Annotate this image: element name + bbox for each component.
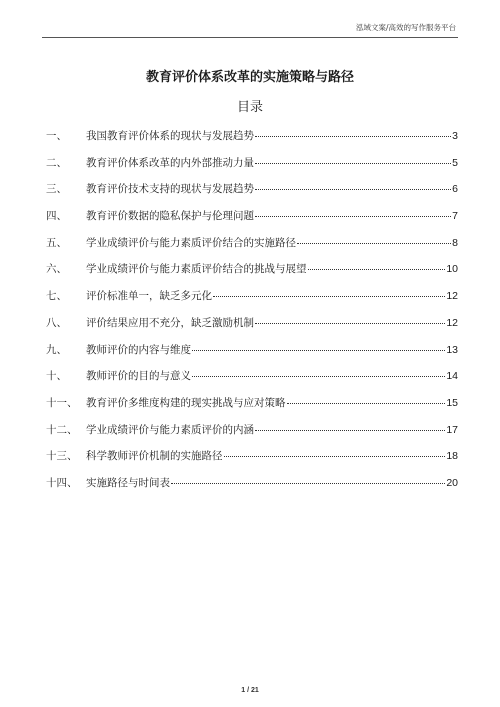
- toc-entry-title: 教育评价技术支持的现状与发展趋势: [86, 183, 254, 196]
- toc-dot-leader: [192, 376, 445, 377]
- toc-entry[interactable]: [46, 208, 458, 235]
- page-number: 1 / 21: [241, 687, 259, 694]
- toc-dot-leader: [255, 323, 445, 324]
- toc-entry[interactable]: [46, 448, 458, 475]
- toc-entry-number: 二、: [46, 156, 67, 169]
- table-of-contents: [46, 128, 458, 502]
- toc-dot-leader: [255, 189, 451, 190]
- toc-entry[interactable]: [46, 261, 458, 288]
- document-title: 教育评价体系改革的实施策略与路径: [145, 70, 354, 85]
- toc-entry-number: 五、: [46, 236, 67, 249]
- toc-dot-leader: [297, 243, 451, 244]
- toc-dot-leader: [255, 216, 451, 217]
- toc-entry-title: 学业成绩评价与能力素质评价结合的实施路径: [86, 236, 296, 249]
- toc-entry-title: 学业成绩评价与能力素质评价结合的挑战与展望: [86, 263, 307, 276]
- toc-entry-page: 8: [452, 236, 458, 249]
- toc-entry-number: 九、: [46, 343, 67, 356]
- toc-entry[interactable]: [46, 288, 458, 315]
- toc-entry-page: 14: [446, 370, 458, 383]
- toc-entry-number: 十一、: [46, 396, 78, 409]
- toc-entry-page: 13: [446, 343, 458, 356]
- toc-entry-page: 10: [446, 263, 458, 276]
- toc-entry[interactable]: [46, 128, 458, 155]
- toc-dot-leader: [287, 403, 446, 404]
- toc-dot-leader: [192, 350, 445, 351]
- toc-entry-number: 十三、: [46, 450, 78, 463]
- toc-entry-number: 十四、: [46, 476, 78, 489]
- toc-entry-title: 学业成绩评价与能力素质评价的内涵: [86, 423, 254, 436]
- toc-entry-title: 教育评价多维度构建的现实挑战与应对策略: [86, 396, 286, 409]
- toc-entry-title: 教育评价体系改革的内外部推动力量: [86, 156, 254, 169]
- toc-entry-number: 六、: [46, 263, 67, 276]
- header-divider: [42, 37, 458, 38]
- toc-entry[interactable]: [46, 422, 458, 449]
- toc-dot-leader: [224, 456, 446, 457]
- toc-entry-title: 实施路径与时间表: [86, 476, 170, 489]
- toc-entry-page: 3: [452, 130, 458, 142]
- header-text: 泓域文案/高效的写作服务平台: [355, 23, 456, 32]
- toc-dot-leader: [308, 269, 446, 270]
- toc-entry-page: 18: [446, 450, 458, 463]
- toc-entry-title: 评价标准单一，缺乏多元化: [86, 290, 212, 303]
- toc-entry-number: 一、: [46, 130, 67, 142]
- toc-entry-number: 三、: [46, 183, 67, 196]
- toc-entry-number: 八、: [46, 316, 67, 329]
- toc-entry[interactable]: [46, 315, 458, 342]
- toc-entry-page: 12: [446, 290, 458, 303]
- toc-entry[interactable]: [46, 181, 458, 208]
- toc-entry[interactable]: [46, 368, 458, 395]
- toc-entry-title: 评价结果应用不充分，缺乏激励机制: [86, 316, 254, 329]
- toc-entry[interactable]: [46, 342, 458, 369]
- toc-entry[interactable]: [46, 235, 458, 262]
- toc-entry-page: 17: [446, 423, 458, 436]
- toc-entry-number: 十、: [46, 370, 67, 383]
- toc-dot-leader: [255, 136, 451, 137]
- toc-entry-page: 12: [446, 316, 458, 329]
- toc-entry-page: 20: [446, 476, 458, 489]
- toc-entry[interactable]: [46, 475, 458, 502]
- toc-entry-number: 四、: [46, 210, 67, 223]
- toc-entry-title: 教师评价的内容与维度: [86, 343, 191, 356]
- toc-entry-title: 教育评价数据的隐私保护与伦理问题: [86, 210, 254, 223]
- toc-entry-page: 5: [452, 156, 458, 169]
- toc-entry-page: 6: [452, 183, 458, 196]
- toc-entry-page: 7: [452, 210, 458, 223]
- toc-entry[interactable]: [46, 155, 458, 182]
- toc-entry-title: 科学教师评价机制的实施路径: [86, 450, 223, 463]
- toc-entry-number: 十二、: [46, 423, 78, 436]
- toc-dot-leader: [171, 483, 445, 484]
- toc-dot-leader: [213, 296, 445, 297]
- toc-entry-page: 15: [446, 396, 458, 409]
- toc-dot-leader: [255, 430, 445, 431]
- toc-entry-title: 教师评价的目的与意义: [86, 370, 191, 383]
- toc-entry[interactable]: [46, 395, 458, 422]
- toc-dot-leader: [255, 163, 451, 164]
- toc-entry-number: 七、: [46, 290, 67, 303]
- toc-entry-title: 我国教育评价体系的现状与发展趋势: [86, 130, 254, 142]
- toc-heading: 目录: [236, 100, 263, 115]
